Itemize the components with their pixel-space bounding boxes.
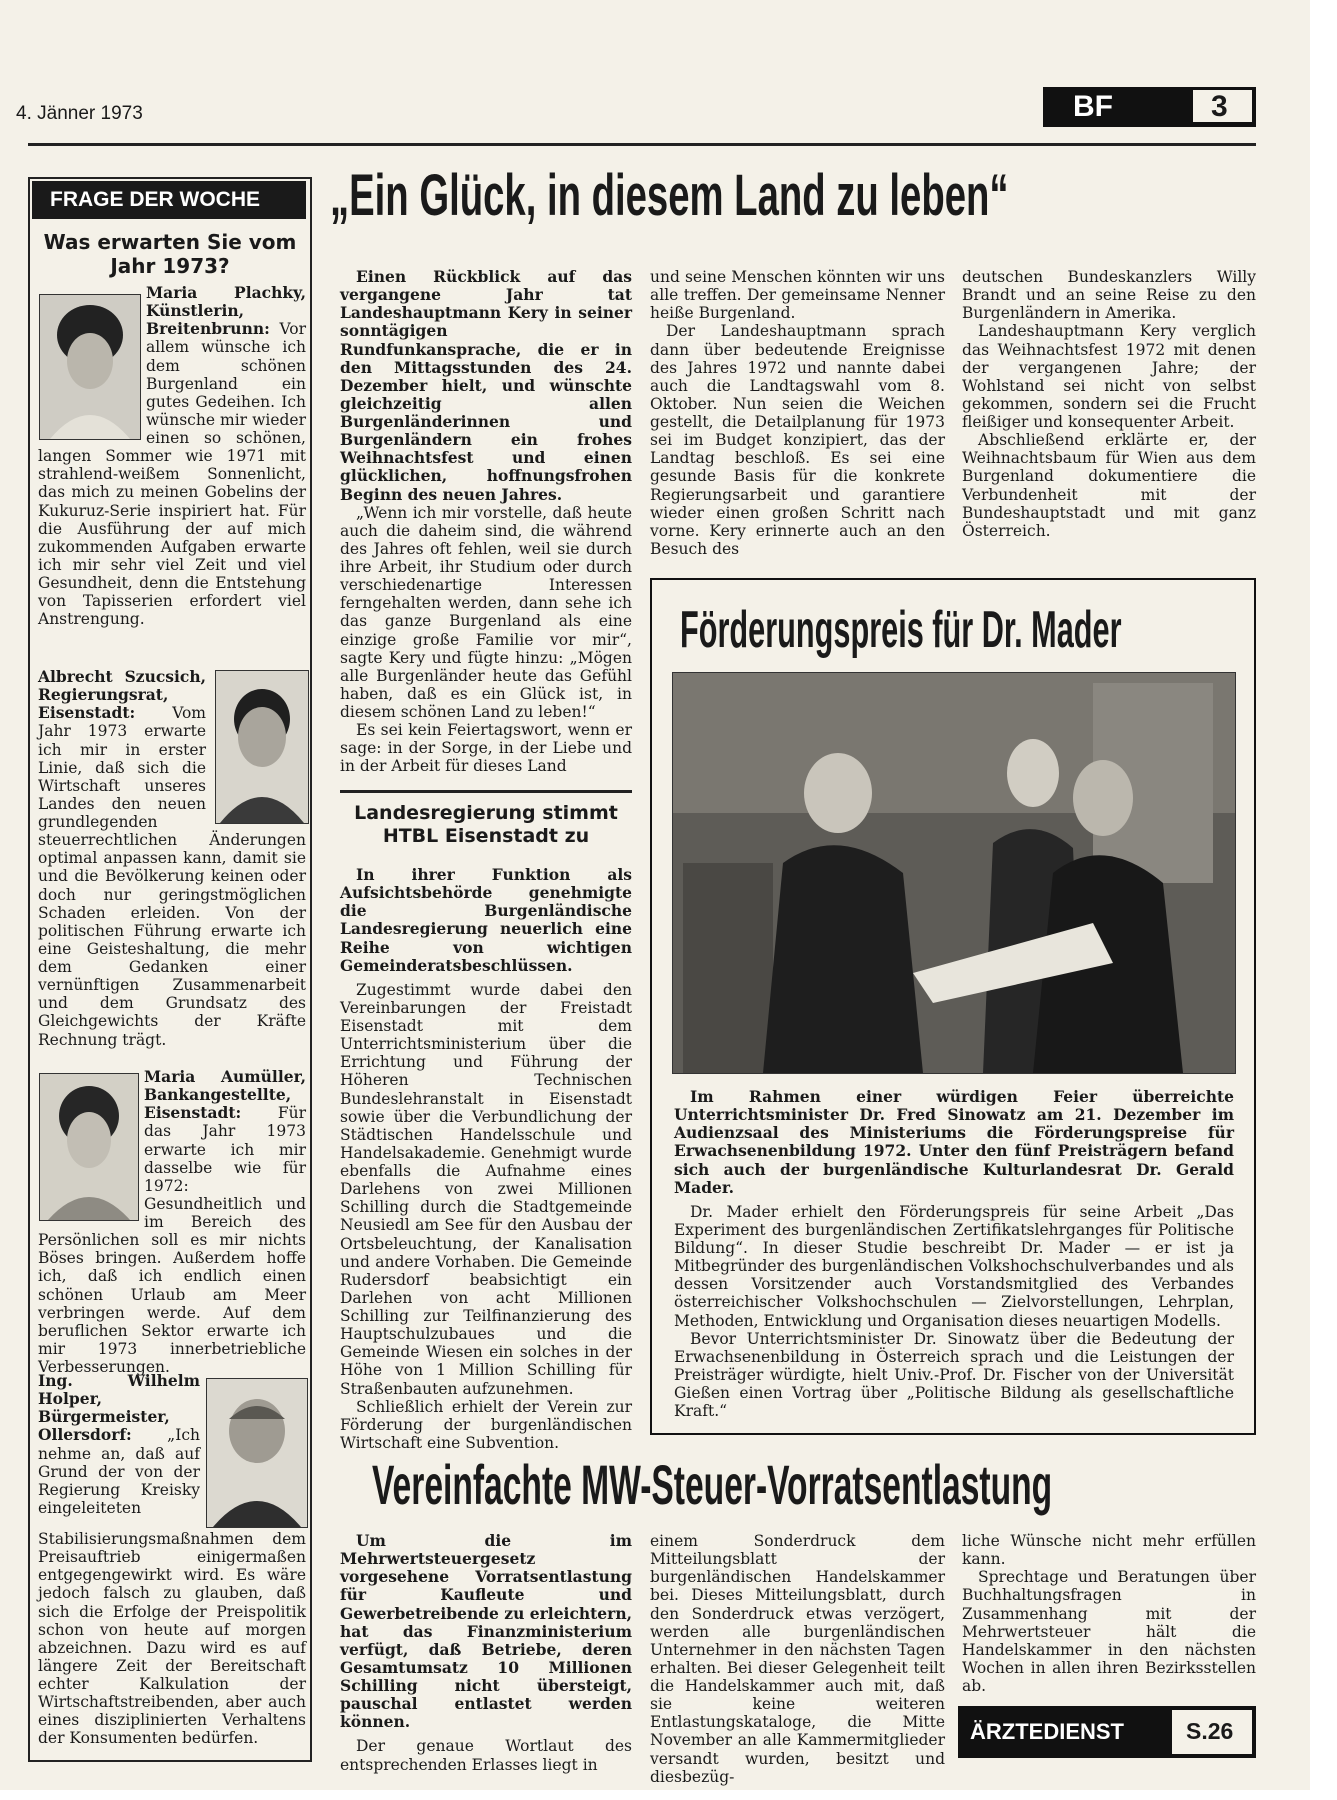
main-col2-p2: Der Landeshauptmann sprach dann über bedeutende Ereignisse des Jahres 1972 und nannte dabei auch die Landtagswahl vom 8. Oktober. Nun seien die Weichen gestellt, die Detailplanung für 1973 sei im Budget konzipiert, das der Landtag beschloß. Es sei eine gesunde Basis für die konkrete Regierungsarbeit und garantiere wieder einen großen Schritt nach vorne. Kery erinnerte auch an den Besuch des bbox=[650, 322, 945, 558]
frage-question: Was erwarten Sie vom Jahr 1973? bbox=[43, 230, 297, 278]
main-article-col1 bbox=[340, 268, 632, 776]
htbl-headline bbox=[340, 802, 632, 848]
mader-p1: Dr. Mader erhielt den Förderungspreis für seine Arbeit „Das Experiment des burgenländischen Zertifikatslehrganges für Politische Bildung“. In dieser Studie beschreibt Dr. Mader — er ist ja Mitbegründer des burgenländischen Volkshochschulverbandes und als dessen Vorsitzender auch Vorstandsmitglied des Verbandes österreichischer Volkshochschulen — Zielvorstellungen, Lehrplan, Methoden, Entwicklung und Organisation dieses neuartigen Modells. bbox=[674, 1202, 1234, 1330]
answer-3-text: Für das Jahr 1973 erwarte ich mir dasselbe wie für 1972: Gesundheitlich und im Bereich des Persönlichen soll es mir nichts Böses bringen. Außerdem hoffe ich, daß ich endlich einen schönen Urlaub am Meer verbringen werde. Auf dem beruflichen Sektor erwarte ich mir 1973 innerbetriebliche Verbesserungen. bbox=[38, 1104, 306, 1376]
answer-1-text: Vor allem wünsche ich dem schönen Burgenland ein gutes Gedeihen. Ich wünsche mir wieder einen so schönen, langen Sommer wie 1971 mit strahlend-weißem Sonnenlicht, das mich zu meinen Gobelins der Kukuruz-Serie inspiriert hat. Für die Ausführung der auf mich zukommenden Aufgaben erwarte ich mir sehr viel Zeit und viel Gesundheit, denn die Entstehung von Tapisserien erfordert viel Anstrengung. bbox=[38, 320, 306, 629]
aerztedienst-teaser bbox=[958, 1706, 1256, 1758]
paper-name: BF bbox=[1073, 90, 1113, 123]
aerztedienst-label: ÄRZTEDIENST bbox=[970, 1719, 1124, 1744]
mader-caption: Im Rahmen einer würdigen Feier überreichte Unterrichtsminister Dr. Fred Sinowatz am 21. Dezember im Audienzsaal des Ministeriums die Förderungspreise für Erwachsenenbildung 1972. Unter den fünf Preisträgern befand sich auch der burgenländische Kulturlandesrat Dr. Gerald Mader. bbox=[674, 1087, 1234, 1197]
htbl-article-body bbox=[340, 866, 632, 1452]
answer-4 bbox=[38, 1372, 306, 1748]
answer-2-name: Albrecht Szucsich, Regierungsrat, Eisenstadt: bbox=[38, 667, 206, 723]
mwst-col3-p2: Sprechtage und Beratungen über Buchhaltungsfragen in Zusammenhang mit der Mehrwertsteuer hält die Handelskammer in den nächsten Wochen in allen ihren Bezirksstellen ab. bbox=[962, 1568, 1256, 1695]
award-ceremony-photo bbox=[672, 672, 1236, 1074]
mader-p2: Bevor Unterrichtsminister Dr. Sinowatz über die Bedeutung der Erwachsenenbildung in Österreich sprach und die Leistungen der Preisträger würdigte, hielt Univ.-Prof. Dr. Fischer von der Universität Gießen einen Vortrag über „Politische Bildung als gesellschaftliche Kraft.“ bbox=[674, 1329, 1234, 1421]
header-rule bbox=[28, 143, 1256, 146]
masthead-box bbox=[1043, 87, 1256, 127]
main-headline: „Ein Glück, in diesem Land zu leben“ bbox=[330, 163, 1009, 228]
answer-3-name: Maria Aumüller, Bankangestellte, Eisenstadt: bbox=[144, 1067, 306, 1123]
answer-1 bbox=[38, 284, 306, 628]
main-col2-p1: und seine Menschen könnten wir uns alle treffen. Der gemeinsame Nenner heiße Burgenland. bbox=[650, 268, 945, 323]
main-lead: Einen Rückblick auf das vergangene Jahr tat Landeshauptmann Kery in seiner sonntägigen Rundfunkansprache, die er in den Mittagsstunden des 24. Dezember hielt, und wünschte gleichzeitig allen Burgenländerinnen und Burgenländern ein frohes Weihnachtsfest und einen glücklichen, hoffnungsfrohen Beginn des neuen Jahres. bbox=[340, 267, 632, 504]
htbl-rule-top bbox=[340, 790, 632, 793]
htbl-p1: Zugestimmt wurde dabei den Vereinbarungen der Freistadt Eisenstadt mit dem Unterrichtsministerium über die Errichtung und Führung der Höheren Technischen Bundeslehranstalt in Eisenstadt sowie über die Verbundlichung der Städtischen Handelsschule und Handelsakademie. Genehmigt wurde ebenfalls die Aufnahme eines Darlehens von zwei Millionen Schilling durch die Stadtgemeinde Neusiedl am See für den Ausbau der Ortsbeleuchtung, der Kanalisation und andere Vorhaben. Die Gemeinde Rudersdorf beabsichtigt ein Darlehen von acht Millionen Schilling zur Teilfinanzierung des Hauptschulzubaues und die Gemeinde Wiesen ein solches in der Höhe von 1 Million Schilling für Straßenbauten aufzunehmen. bbox=[340, 980, 632, 1398]
main-col3-p3: Abschließend erklärte er, der Weihnachtsbaum für Wien aus dem Burgenland dokumentiere die Verbundenheit mit der Bundeshauptstadt und mit ganz Österreich. bbox=[962, 431, 1256, 540]
main-col3-p1: deutschen Bundeskanzlers Willy Brandt und an seine Reise zu den Burgenländern in Amerika. bbox=[962, 268, 1256, 323]
frage-der-woche-badge: FRAGE DER WOCHE bbox=[32, 181, 306, 219]
mwst-col1-p1: Der genaue Wortlaut des entsprechenden Erlasses liegt in bbox=[340, 1737, 632, 1774]
mwst-headline: Vereinfachte MW-Steuer-Vorratsentlastung bbox=[372, 1453, 1053, 1516]
htbl-lead: In ihrer Funktion als Aufsichtsbehörde genehmigte die Burgenländische Landesregierung neuerlich eine Reihe von wichtigen Gemeinderatsbeschlüssen. bbox=[340, 865, 632, 975]
htbl-headline-line1: Landesregierung stimmt bbox=[354, 802, 618, 824]
main-col1-p2: Es sei kein Feiertagswort, wenn er sage: in der Sorge, in der Liebe und in der Arbeit für dieses Land bbox=[340, 721, 632, 776]
answer-2 bbox=[38, 668, 306, 1049]
mwst-col2 bbox=[650, 1532, 945, 1786]
main-article-col3 bbox=[962, 268, 1256, 540]
answer-1-name: Maria Plachky, Künstlerin, Breitenbrunn: bbox=[146, 283, 306, 339]
mwst-lead: Um die im Mehrwertsteuergesetz vorgesehene Vorratsentlastung für Kaufleute und Gewerbetreibende zu erleichtern, hat das Finanzministerium verfügt, daß Betriebe, deren Gesamtumsatz 10 Millionen Schilling nicht übersteigt, pauschal entlastet werden können. bbox=[340, 1531, 633, 1732]
mader-article-body bbox=[674, 1088, 1234, 1420]
answer-3 bbox=[38, 1068, 306, 1376]
answer-4-name: Ing. Wilhelm Holper, Bürgermeister, Ollersdorf: bbox=[38, 1371, 200, 1445]
mwst-col3 bbox=[962, 1532, 1256, 1695]
main-article-col2 bbox=[650, 268, 945, 558]
main-col3-p2: Landeshauptmann Kery verglich das Weihnachtsfest 1972 mit denen der vergangenen Jahre; der Wohlstand sei nicht von selbst gekommen, sondern sei die Frucht fleißiger und konsequenter Arbeit. bbox=[962, 322, 1256, 431]
answer-4-text: „Ich nehme an, daß auf Grund der von der Regierung Kreisky eingeleiteten Stabilisierungsmaßnahmen dem Preisauftrieb einigermaßen entgegengewirkt wird. Es wäre jedoch falsch zu glauben, daß sich die Erfolge der Preispolitik schon von heute auf morgen abzeichnen. Dazu wird es auf längere Zeit der Bereitschaft echter Kalkulation der Wirtschaftstreibenden, aber auch eines disziplinierten Verhaltens der Konsumenten bedürfen. bbox=[38, 1426, 306, 1748]
htbl-p2: Schließlich erhielt der Verein zur Förderung der burgenländischen Wirtschaft eine Subvention. bbox=[340, 1397, 632, 1452]
answer-2-text: Vom Jahr 1973 erwarte ich mir in erster Linie, daß sich die Wirtschaft unseres Landes den neuen grundlegenden steuerrechtlichen Änderungen optimal anpassen kann, damit sie und die Bevölkerung keinen oder doch nur geringstmöglichen Schaden erleiden. Von der politischen Führung erwarte ich eine Geisteshaltung, die mehr dem Gedanken einer vernünftigen Zusammenarbeit und dem Grundsatz des Gleichgewichts der Kräfte Rechnung trägt. bbox=[38, 704, 306, 1049]
htbl-headline-line2: HTBL Eisenstadt zu bbox=[382, 825, 590, 848]
mwst-col2-p1: einem Sonderdruck dem Mitteilungsblatt der burgenländischen Handelskammer bei. Dieses Mitteilungsblatt, durch den Sonderdruck etwas verzögert, werden alle burgenländischen Unternehmer in den nächsten Tagen erhalten. Bei dieser Gelegenheit teilt die Handelskammer auch mit, daß sie keine weiteren Entlastungskataloge, die Mitte November an alle Kammermitglieder versandt wurden, besitzt und diesbezüg- bbox=[650, 1532, 945, 1786]
mwst-col3-p1: liche Wünsche nicht mehr erfüllen kann. bbox=[962, 1532, 1256, 1569]
mader-headline: Förderungspreis für Dr. Mader bbox=[680, 601, 1122, 659]
page-number: 3 bbox=[1211, 90, 1228, 123]
aerztedienst-page: S.26 bbox=[1186, 1718, 1234, 1744]
main-col1-p1: „Wenn ich mir vorstelle, daß heute auch die daheim sind, die während des Jahres oft fehlen, weil sie durch ihre Arbeit, ihr Studium oder durch verschiedenartige Interessen ferngehalten werden, dann sehe ich das ganze Burgenland als eine einzige große Familie vor mir“, sagte Kery und fügte hinzu: „Mögen alle Burgenländer heute das Gefühl haben, daß es ein Glück ist, in diesem schönen Land zu leben!“ bbox=[340, 503, 632, 721]
issue-date: 4. Jänner 1973 bbox=[16, 103, 143, 124]
mwst-col1 bbox=[340, 1532, 632, 1774]
